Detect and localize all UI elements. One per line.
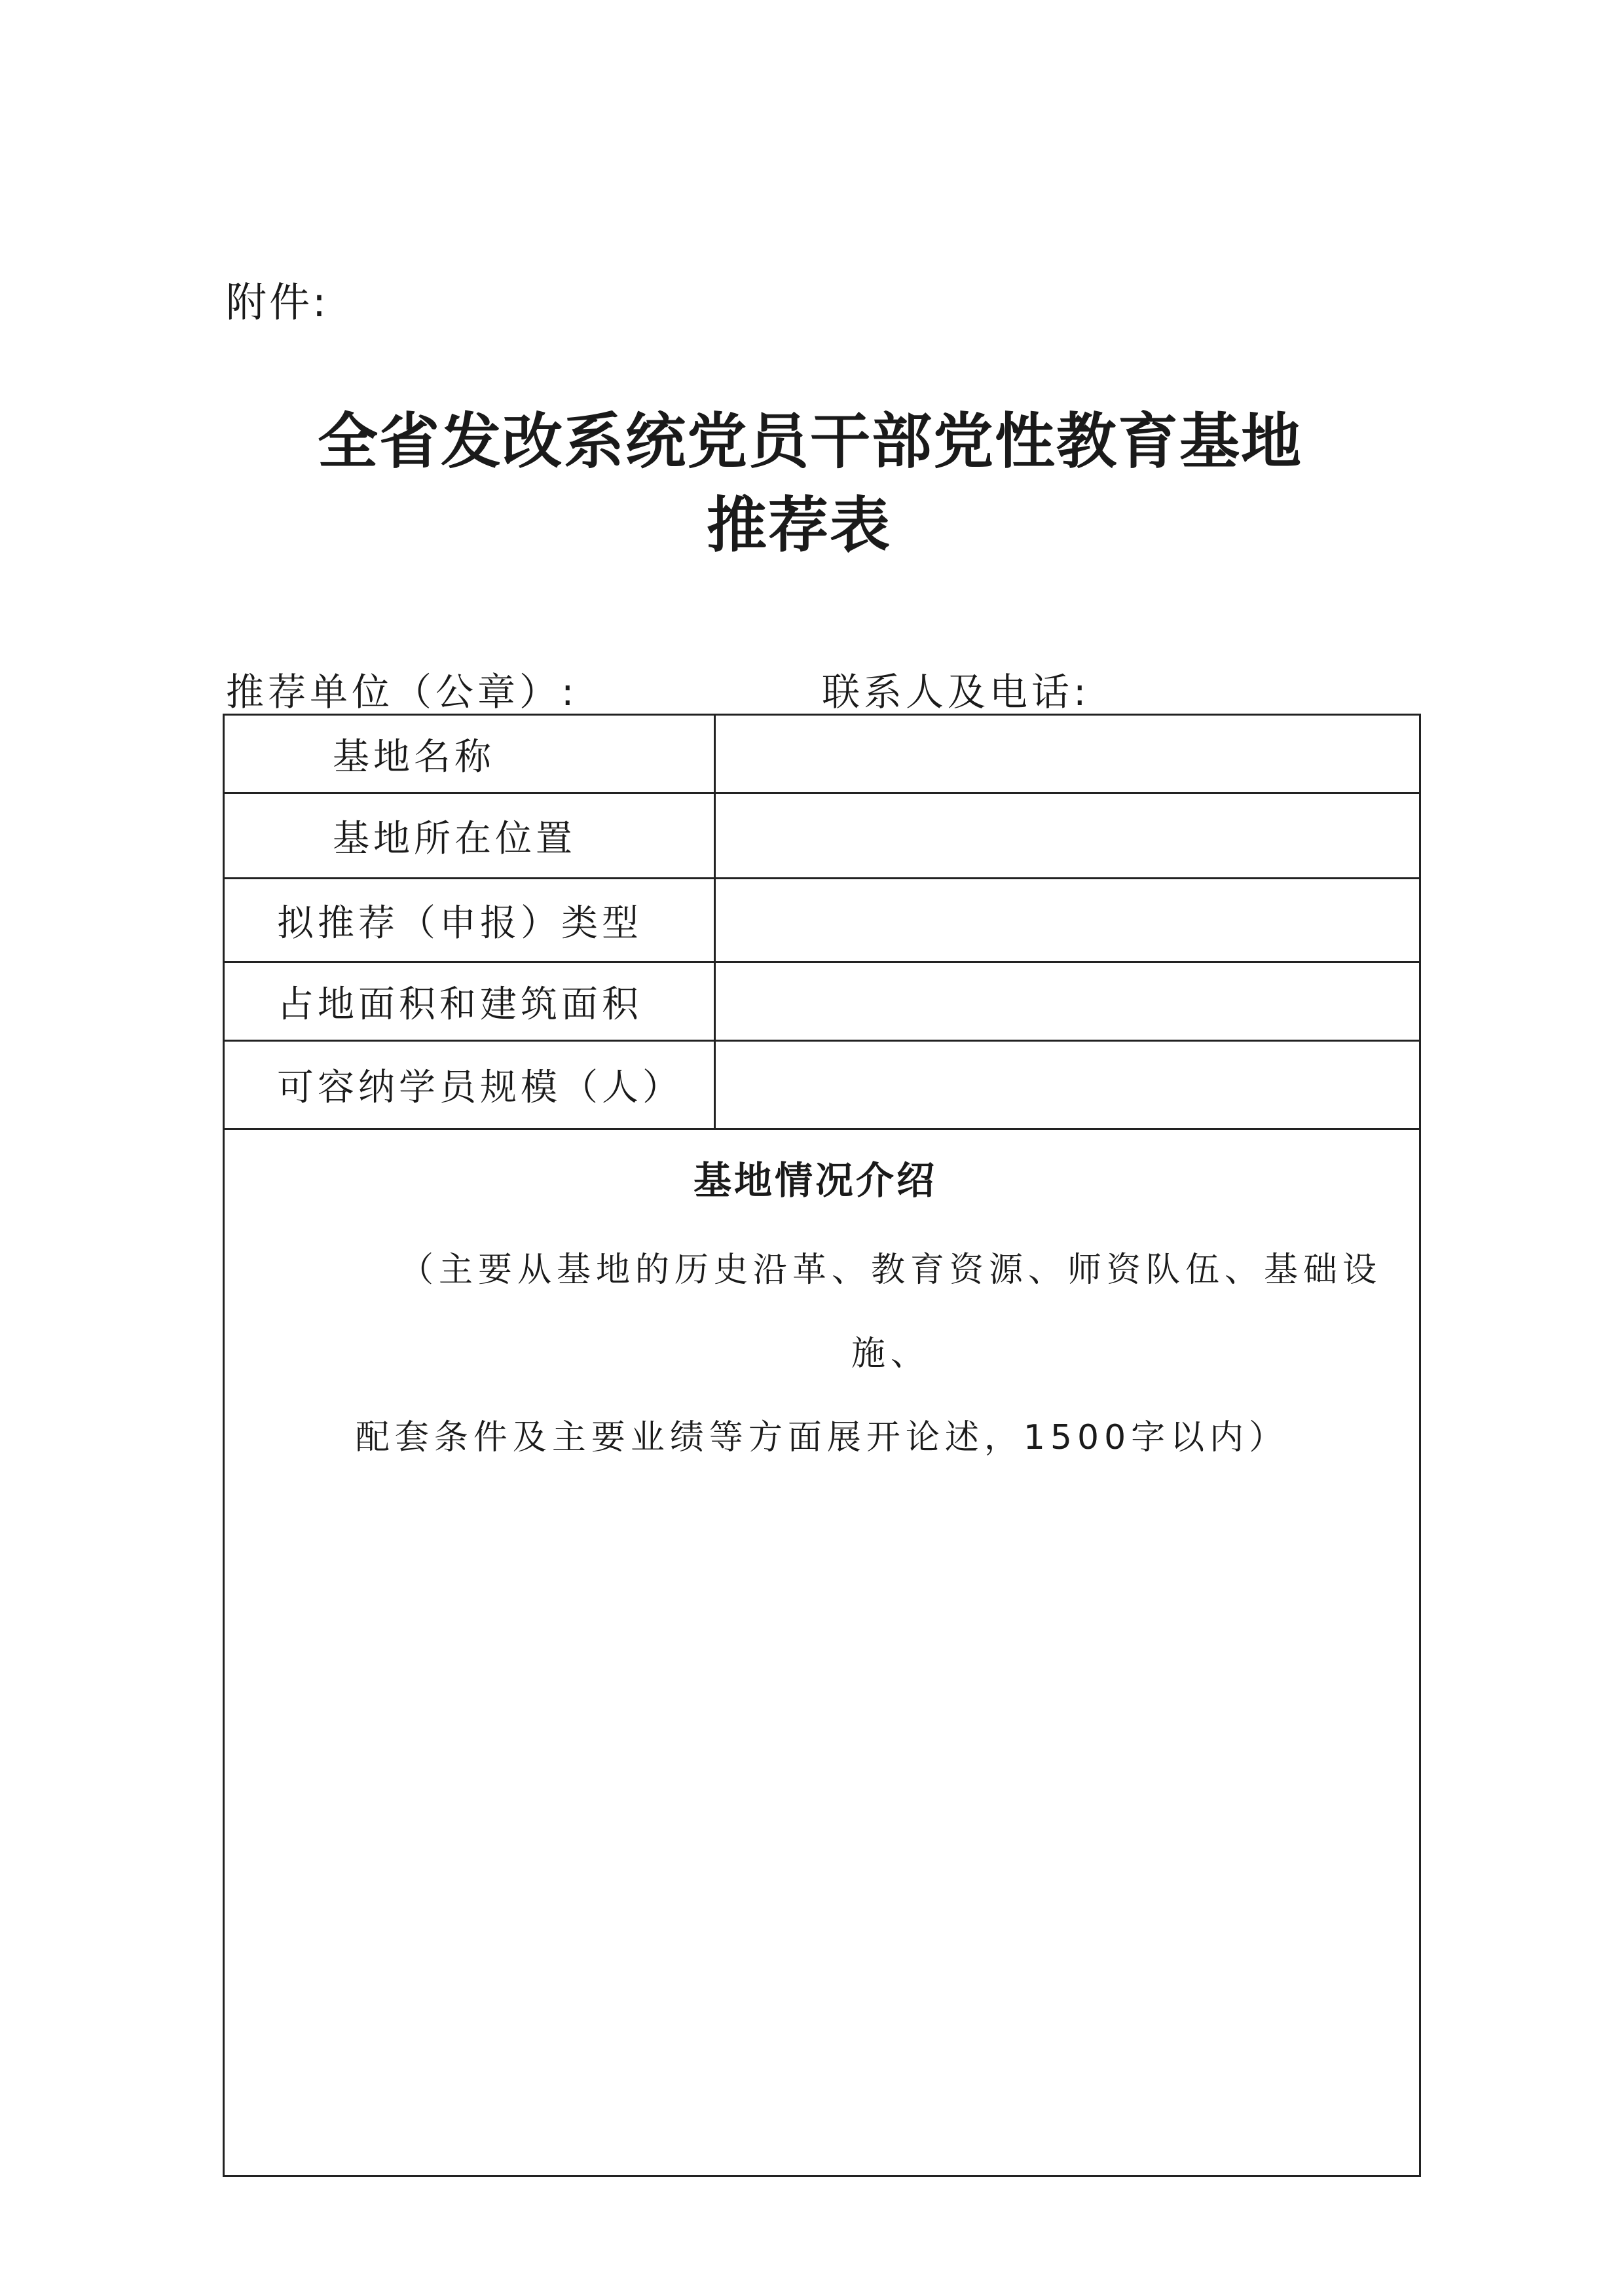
document-title-line2: 推荐表	[706, 490, 891, 560]
form-row-area	[225, 963, 1419, 1042]
attachment-label: 附件:	[226, 278, 329, 326]
form-row-recommend-type	[225, 879, 1419, 963]
base-name-field[interactable]	[716, 716, 1419, 792]
base-intro-instructions	[225, 1228, 1419, 1480]
form-label-base-location: 基地所在位置	[225, 794, 716, 877]
form-label-area: 占地面积和建筑面积	[225, 963, 716, 1040]
recommending-unit-label: 推荐单位（公章）:	[226, 670, 578, 714]
base-intro-note-line2: 配套条件及主要业绩等方面展开论述，1500字以内）	[355, 1418, 1289, 1457]
capacity-field[interactable]	[716, 1042, 1419, 1128]
contact-label: 联系人及电话:	[822, 670, 1090, 714]
base-intro-heading: 基地情况介绍	[693, 1158, 937, 1203]
document-title-line1: 全省发改系统党员干部党性教育基地	[317, 406, 1302, 477]
base-location-field[interactable]	[716, 794, 1419, 877]
form-row-base-name	[225, 716, 1419, 794]
form-label-capacity: 可容纳学员规模（人）	[225, 1042, 716, 1128]
form-label-recommend-type: 拟推荐（申报）类型	[225, 879, 716, 961]
form-label-base-name: 基地名称	[225, 716, 716, 792]
form-row-base-location	[225, 794, 1419, 879]
form-row-capacity	[225, 1042, 1419, 1130]
document-title	[0, 399, 1624, 567]
recommend-type-field[interactable]	[716, 879, 1419, 961]
base-intro-note-line1: （主要从基地的历史沿革、教育资源、师资队伍、基础设施、	[399, 1250, 1382, 1374]
base-intro-field[interactable]	[225, 1130, 1419, 2175]
area-field[interactable]	[716, 963, 1419, 1040]
recommendation-form-table	[223, 714, 1421, 2177]
